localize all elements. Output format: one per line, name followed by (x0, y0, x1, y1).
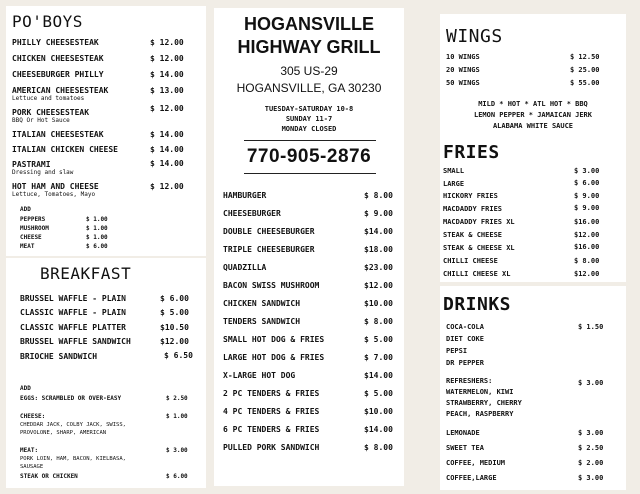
poboys-panel (6, 6, 206, 256)
add-label: ADD (20, 385, 31, 392)
menu-item-name: HICKORY FRIES (443, 192, 498, 200)
menu-item-price: $10.00 (364, 407, 393, 416)
addon-price: $ 1.00 (86, 234, 108, 241)
menu-item-price: $ 5.00 (160, 308, 189, 317)
menu-item-price: $14.00 (364, 227, 393, 236)
drink-price: $ 2.50 (578, 444, 604, 452)
menu-item-price: $ 13.00 (150, 86, 184, 95)
menu-item-price: $ 6.00 (160, 294, 189, 303)
wings-fries-panel (440, 14, 626, 282)
main-menu-panel (214, 8, 404, 486)
menu-item-name: BRIOCHE SANDWICH (20, 352, 98, 361)
menu-item-name: BRUSSEL WAFFLE SANDWICH (20, 337, 131, 346)
address-line2: HOGANSVILLE, GA 30230 (236, 81, 382, 95)
menu-item-price: $ 14.00 (150, 145, 184, 154)
breakfast-panel (6, 258, 206, 488)
menu-item-price: $ 6.50 (164, 351, 193, 360)
addon-name: CHEESE: (20, 413, 46, 420)
menu-item-price: $ 8.00 (364, 191, 393, 200)
menu-item-price: $10.50 (160, 323, 189, 332)
wing-flavors-line1: MILD * HOT * ATL HOT * BBQ (478, 100, 588, 108)
restaurant-name-line1: HOGANSVILLE (243, 14, 374, 34)
address-line1: 305 US-29 (280, 64, 338, 78)
drink-name: COCA-COLA (446, 323, 484, 331)
menu-item-name: 6 PC TENDERS & FRIES (223, 425, 320, 434)
refreshers-flavors: STRAWBERRY, CHERRY (446, 399, 522, 407)
addon-name: MEAT: (20, 447, 39, 454)
drink-name: COFFEE, MEDIUM (446, 459, 506, 467)
menu-item-price: $ 8.00 (574, 257, 600, 265)
menu-item-name: MACDADDY FRIES (443, 205, 503, 213)
menu-item-price: $10.00 (364, 299, 393, 308)
wing-flavors-line3: ALABAMA WHITE SAUCE (492, 122, 574, 130)
refreshers-flavors: WATERMELON, KIWI (446, 388, 514, 396)
drinks-panel (440, 286, 626, 490)
menu-item-name: DOUBLE CHEESEBURGER (223, 227, 315, 236)
menu-item-name: 20 WINGS (446, 66, 480, 74)
menu-item-price: $ 14.00 (150, 159, 184, 168)
menu-item-name: HOT HAM AND CHEESE (12, 182, 99, 191)
menu-item-name: CHEESEBURGER PHILLY (12, 70, 104, 79)
menu-item-price: $14.00 (364, 425, 393, 434)
menu-item-price: $12.00 (160, 337, 189, 346)
drink-name: LEMONADE (446, 429, 480, 437)
menu-item-name: PHILLY CHEESESTEAK (12, 38, 99, 47)
menu-item-price: $12.00 (364, 281, 393, 290)
menu-item-price: $18.00 (364, 245, 393, 254)
menu-item-price: $12.00 (574, 270, 600, 278)
drink-price: $ 3.00 (578, 379, 604, 387)
menu-item-price: $ 12.00 (150, 54, 184, 63)
addon-name: MEAT (20, 243, 35, 250)
phone-number: 770-905-2876 (246, 146, 372, 167)
menu-item-name: HAMBURGER (223, 191, 267, 200)
menu-item-name: CHICKEN CHEESESTEAK (12, 54, 104, 63)
addon-desc: PROVOLONE, SHARP, AMERICAN (20, 430, 107, 436)
menu-item-name: CHILLI CHEESE (443, 257, 498, 265)
addon-price: $ 2.50 (166, 395, 188, 402)
addon-name: PEPPERS (20, 216, 46, 223)
restaurant-name-line2: HIGHWAY GRILL (237, 37, 381, 57)
addon-name: MUSHROOM (20, 225, 49, 232)
menu-item-price: $ 9.00 (574, 192, 600, 200)
fries-title: FRIES (443, 142, 500, 163)
menu-item-name: TRIPLE CHEESEBURGER (223, 245, 315, 254)
drink-name: DIET COKE (446, 335, 484, 343)
menu-item-name: PORK CHEESESTEAK (12, 108, 90, 117)
menu-item-price: $ 55.00 (570, 79, 600, 87)
drink-name: COFFEE,LARGE (446, 474, 497, 482)
addon-price: $ 6.00 (166, 473, 188, 480)
add-label: ADD (20, 206, 31, 213)
menu-item-name: SMALL (443, 167, 465, 175)
menu-item-price: $ 7.00 (364, 353, 393, 362)
menu-item-name: SMALL HOT DOG & FRIES (223, 335, 325, 344)
menu-item-price: $ 8.00 (364, 443, 393, 452)
menu-item-name: STEAK & CHEESE XL (443, 244, 515, 252)
wing-flavors-line2: LEMON PEPPER * JAMAICAN JERK (473, 111, 592, 119)
menu-item-name: CHILLI CHEESE XL (443, 270, 511, 278)
drink-price: $ 1.50 (578, 323, 604, 331)
menu-item-name: STEAK & CHEESE (443, 231, 503, 239)
addon-desc: PORK LOIN, HAM, BACON, KIELBASA, (20, 456, 126, 462)
menu-item-name: ITALIAN CHICKEN CHEESE (12, 145, 118, 154)
wings-title: WINGS (446, 26, 503, 47)
menu-item-price: $12.00 (574, 231, 600, 239)
menu-item-desc: BBQ Or Hot Sauce (12, 117, 70, 124)
menu-item-name: PASTRAMI (12, 160, 51, 169)
menu-item-price: $ 12.00 (150, 104, 184, 113)
menu-item-desc: Lettuce and tomatoes (12, 95, 85, 102)
menu-item-name: CLASSIC WAFFLE - PLAIN (20, 308, 126, 317)
menu-item-price: $14.00 (364, 371, 393, 380)
addon-name: CHEESE (20, 234, 42, 241)
addon-price: $ 3.00 (166, 447, 188, 454)
menu-item-name: 4 PC TENDERS & FRIES (223, 407, 320, 416)
addon-price: $ 6.00 (86, 243, 108, 250)
menu-item-name: ITALIAN CHEESESTEAK (12, 130, 104, 139)
drink-name: PEPSI (446, 347, 468, 355)
drinks-title: DRINKS (443, 294, 512, 315)
menu-item-name: CLASSIC WAFFLE PLATTER (20, 323, 126, 332)
menu-item-price: $ 14.00 (150, 130, 184, 139)
menu-item-name: LARGE HOT DOG & FRIES (223, 353, 325, 362)
poboys-title: PO'BOYS (12, 12, 83, 31)
addon-desc: CHEDDAR JACK, COLBY JACK, SWISS, (20, 422, 126, 428)
menu-item-name: X-LARGE HOT DOG (223, 371, 296, 380)
addon-name: EGGS: SCRAMBLED OR OVER-EASY (20, 395, 122, 402)
drink-name: SWEET TEA (446, 444, 484, 452)
menu-item-name: BACON SWISS MUSHROOM (223, 281, 320, 290)
menu-item-price: $ 8.00 (364, 317, 393, 326)
menu-item-name: TENDERS SANDWICH (223, 317, 301, 326)
drink-price: $ 3.00 (578, 429, 604, 437)
menu-item-desc: Lettuce, Tomatoes, Mayo (12, 191, 96, 198)
hours-line3: MONDAY CLOSED (281, 125, 337, 133)
menu-item-name: 10 WINGS (446, 53, 480, 61)
menu-item-name: 50 WINGS (446, 79, 480, 87)
menu-item-price: $ 6.00 (574, 179, 600, 187)
drink-price: $ 3.00 (578, 474, 604, 482)
refreshers-label: REFRESHERS: (446, 377, 493, 385)
divider-bottom (244, 173, 376, 174)
menu-item-name: CHEESEBURGER (223, 209, 281, 218)
breakfast-title: BREAKFAST (40, 264, 132, 283)
menu-item-desc: Dressing and slaw (12, 169, 74, 176)
menu-item-name: QUADZILLA (223, 263, 267, 272)
addon-price: $ 1.00 (86, 225, 108, 232)
addon-name: STEAK OR CHICKEN (20, 473, 78, 480)
menu-item-price: $ 9.00 (574, 204, 600, 212)
addon-price: $ 1.00 (166, 413, 188, 420)
drink-price: $ 2.00 (578, 459, 604, 467)
menu-item-price: $16.00 (574, 243, 600, 251)
menu-item-name: LARGE (443, 180, 465, 188)
menu-item-name: MACDADDY FRIES XL (443, 218, 515, 226)
menu-item-name: 2 PC TENDERS & FRIES (223, 389, 320, 398)
hours-line1: TUESDAY-SATURDAY 10-8 (264, 105, 354, 113)
menu-item-name: BRUSSEL WAFFLE - PLAIN (20, 294, 126, 303)
menu-item-price: $ 12.50 (570, 53, 600, 61)
menu-item-price: $ 5.00 (364, 389, 393, 398)
refreshers-flavors: PEACH, RASPBERRY (446, 410, 514, 418)
menu-item-name: PULLED PORK SANDWICH (223, 443, 320, 452)
menu-item-price: $ 14.00 (150, 70, 184, 79)
addon-price: $ 1.00 (86, 216, 108, 223)
menu-item-price: $ 12.00 (150, 38, 184, 47)
addon-desc: SAUSAGE (20, 464, 44, 470)
menu-item-price: $ 12.00 (150, 182, 184, 191)
divider-top (244, 140, 376, 141)
drink-name: DR PEPPER (446, 359, 484, 367)
hours-line2: SUNDAY 11-7 (285, 115, 333, 123)
menu-item-price: $23.00 (364, 263, 393, 272)
menu-item-price: $16.00 (574, 218, 600, 226)
menu-item-name: AMERICAN CHEESESTEAK (12, 86, 109, 95)
menu-item-price: $ 5.00 (364, 335, 393, 344)
menu-item-name: CHICKEN SANDWICH (223, 299, 301, 308)
menu-item-price: $ 25.00 (570, 66, 600, 74)
menu-item-price: $ 3.00 (574, 167, 600, 175)
menu-item-price: $ 9.00 (364, 209, 393, 218)
